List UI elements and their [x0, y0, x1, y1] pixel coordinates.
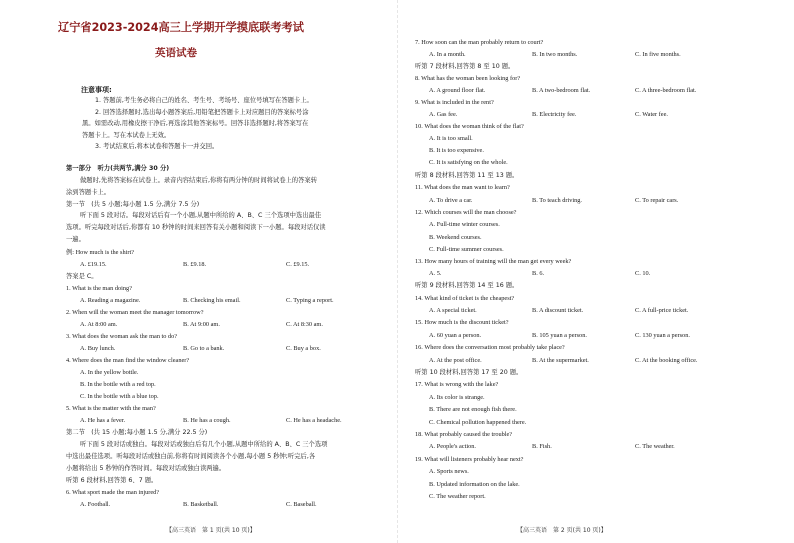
section1-desc-line: 一遍。	[66, 236, 85, 243]
option-b: B. Electricity fee.	[532, 111, 577, 118]
option-c: C. Typing a report.	[286, 297, 334, 304]
material-heading: 听第 9 段材料,回答第 14 至 16 题。	[415, 282, 519, 289]
option-c: C. A full-price ticket.	[635, 307, 689, 314]
option-b: B. In the bottle with a red top.	[80, 381, 156, 388]
question-13: 13. How many hours of training will the man get every week?	[415, 258, 572, 265]
option-a: A. It is too small.	[429, 135, 473, 142]
option-c: C. Chemical pollution happened there.	[429, 419, 527, 426]
option-b: B. Updated information on the lake.	[429, 481, 520, 488]
question-4: 4. Where does the man find the window cleaner?	[66, 357, 190, 364]
question-19: 19. What will listeners probably hear next?	[415, 456, 524, 463]
option-b: B. In two months.	[532, 51, 578, 58]
question-16: 16. Where does the conversation most probably take place?	[415, 344, 565, 351]
part1-heading: 第一部分 听力(共两节,满分 30 分)	[66, 165, 170, 172]
option-a: A. A ground floor flat.	[429, 87, 486, 94]
option-b: B. There are not enough fish there.	[429, 406, 517, 413]
exam-title: 辽宁省2023-2024高三上学期开学摸底联考考试	[58, 21, 304, 34]
material-heading: 听第 7 段材料,回答第 8 至 10 题。	[415, 63, 515, 70]
option-a: A. A special ticket.	[429, 307, 477, 314]
example-option-a: A. £19.15.	[80, 261, 107, 268]
section2-desc-line: 小题将给出 5 秒钟的作答时间。每段对话或独白读两遍。	[66, 465, 226, 472]
option-c: C. 130 yuan a person.	[635, 332, 690, 339]
material-heading: 听第 8 段材料,回答第 11 至 13 题。	[415, 172, 519, 179]
option-b: B. At the supermarket.	[532, 357, 589, 364]
section1-desc-line: 选项。听完每段对话后,你都有 10 秒钟的时间来回答有关小题和阅读下一小题。每段对话仅读	[66, 224, 326, 231]
exam-page-2	[397, 0, 794, 543]
notes-heading: 注意事项:	[81, 86, 112, 94]
page-footer: 【高三英语 第 1 页(共 10 页)】	[166, 527, 256, 534]
option-c: C. At the booking office.	[635, 357, 698, 364]
option-b: B. 6.	[532, 270, 545, 277]
option-b: B. It is too expensive.	[429, 147, 484, 154]
option-c: C. In five months.	[635, 51, 681, 58]
option-b: B. He has a cough.	[183, 417, 231, 424]
question-2: 2. When will the woman meet the manager tomorrow?	[66, 309, 204, 316]
option-c: C. It is satisfying on the whole.	[429, 159, 508, 166]
option-c: C. The weather.	[635, 443, 675, 450]
note-line: 黑。如需改动,用橡皮擦干净后,再选涂其他答案标号。回答非选择题时,将答案写在	[82, 120, 309, 127]
example-option-b: B. £9.18.	[183, 261, 207, 268]
question-1: 1. What is the man doing?	[66, 285, 132, 292]
question-9: 9. What is included in the rent?	[415, 99, 494, 106]
option-a: A. Gas fee.	[429, 111, 458, 118]
option-b: B. Checking his email.	[183, 297, 241, 304]
option-c: C. Buy a box.	[286, 345, 321, 352]
question-3: 3. What does the woman ask the man to do?	[66, 333, 178, 340]
option-a: A. 5.	[429, 270, 442, 277]
question-15: 15. How much is the discount ticket?	[415, 319, 509, 326]
section2-desc-line: 听下面 5 段对话或独白。每段对话或独白后有几个小题,从题中所给的 A、B、C 三个选项	[80, 441, 328, 448]
example-option-c: C. £9.15.	[286, 261, 310, 268]
option-a: A. He has a fever.	[80, 417, 126, 424]
note-line: 3. 考试结束后,将本试卷和答题卡一并交回。	[95, 143, 219, 150]
exam-subtitle: 英语试卷	[155, 47, 197, 59]
option-a: A. To drive a car.	[429, 197, 473, 204]
option-b: B. Basketball.	[183, 501, 219, 508]
option-a: A. Football.	[80, 501, 111, 508]
option-b: B. A two-bedroom flat.	[532, 87, 591, 94]
question-14: 14. What kind of ticket is the cheapest?	[415, 295, 515, 302]
section2-heading: 第二节 (共 15 小题;每小题 1.5 分,满分 22.5 分)	[66, 429, 208, 436]
option-a: A. Full-time winter courses.	[429, 221, 500, 228]
option-c: C. Baseball.	[286, 501, 317, 508]
option-c: C. 10.	[635, 270, 651, 277]
option-a: A. Reading a magazine.	[80, 297, 141, 304]
option-a: A. At the post office.	[429, 357, 482, 364]
question-17: 17. What is wrong with the lake?	[415, 381, 499, 388]
section2-desc-line: 中选出最佳选项。听每段对话或独白前,你将有时间阅读各个小题,每小题 5 秒钟;听完后,各	[66, 453, 316, 460]
option-b: B. Weekend courses.	[429, 234, 482, 241]
question-12: 12. Which courses will the man choose?	[415, 209, 517, 216]
part1-desc-line: 做题时,先将答案标在试卷上。录音内容结束后,你将有两分钟的时间将试卷上的答案转	[80, 177, 317, 184]
option-b: B. A discount ticket.	[532, 307, 584, 314]
option-c: C. Full-time summer courses.	[429, 246, 504, 253]
section1-heading: 第一节 (共 5 小题;每小题 1.5 分,满分 7.5 分)	[66, 201, 200, 208]
option-a: A. People's action.	[429, 443, 476, 450]
option-a: A. At 8:00 am.	[80, 321, 118, 328]
option-c: C. The weather report.	[429, 493, 486, 500]
option-c: C. To repair cars.	[635, 197, 679, 204]
option-a: A. Sports news.	[429, 468, 469, 475]
question-11: 11. What does the man want to learn?	[415, 184, 510, 191]
option-a: A. Its color is strange.	[429, 394, 485, 401]
option-a: A. 60 yuan a person.	[429, 332, 482, 339]
question-18: 18. What probably caused the trouble?	[415, 431, 513, 438]
part1-desc-line: 涂到答题卡上。	[66, 189, 111, 196]
option-b: B. 105 yuan a person.	[532, 332, 587, 339]
note-line: 1. 答题前,考生务必将自己的姓名、考生号、考场号、座位号填写在答题卡上。	[95, 97, 313, 104]
example-question: 例: How much is the shirt?	[66, 249, 135, 256]
material-heading: 听第 6 段材料,回答第 6、7 题。	[66, 477, 158, 484]
option-c: C. In the bottle with a blue top.	[80, 393, 159, 400]
question-6: 6. What sport made the man injured?	[66, 489, 160, 496]
option-a: A. Buy lunch.	[80, 345, 116, 352]
option-b: B. Go to a bank.	[183, 345, 225, 352]
page-footer: 【高三英语 第 2 页(共 10 页)】	[517, 527, 607, 534]
option-c: C. A three-bedroom flat.	[635, 87, 697, 94]
option-b: B. Fish.	[532, 443, 552, 450]
question-10: 10. What does the woman think of the flat?	[415, 123, 524, 130]
option-b: B. To teach driving.	[532, 197, 582, 204]
option-a: A. In a month.	[429, 51, 466, 58]
question-5: 5. What is the matter with the man?	[66, 405, 156, 412]
note-line: 答题卡上。写在本试卷上无效。	[82, 132, 171, 139]
option-c: C. At 8:30 am.	[286, 321, 323, 328]
question-7: 7. How soon can the man probably return to court?	[415, 39, 544, 46]
option-a: A. In the yellow bottle.	[80, 369, 139, 376]
question-8: 8. What has the woman been looking for?	[415, 75, 521, 82]
option-c: C. Water fee.	[635, 111, 668, 118]
example-answer: 答案是 C。	[66, 273, 98, 280]
material-heading: 听第 10 段材料,回答第 17 至 20 题。	[415, 369, 523, 376]
note-line: 2. 回答选择题时,选出每小题答案后,用铅笔把答题卡上对应题目的答案标号涂	[95, 109, 309, 116]
option-b: B. At 9:00 am.	[183, 321, 220, 328]
option-c: C. He has a headache.	[286, 417, 342, 424]
section1-desc-line: 听下面 5 段对话。每段对话后有一个小题,从题中所给的 A、B、C 三个选项中选出最佳	[80, 212, 322, 219]
